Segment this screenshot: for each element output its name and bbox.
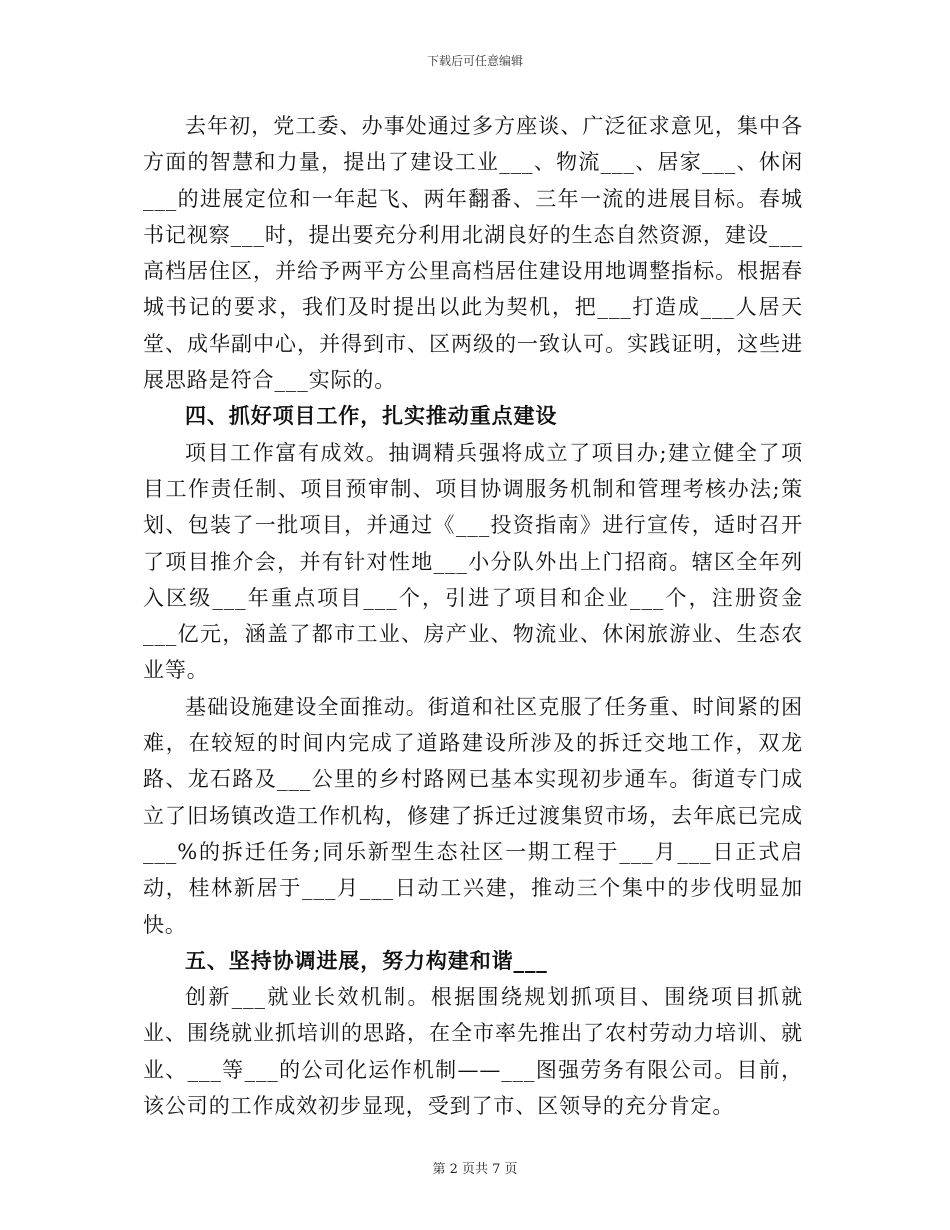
document-body: [143, 108, 803, 1124]
section-heading-4: 四、抓好项目工作，扎实推动重点建设: [185, 403, 558, 429]
paragraph-employment: 创新___就业长效机制。根据围绕规划抓项目、围绕项目抓就业、围绕就业抓培训的思路，在全市率先推出了农村劳动力培训、就业、___等___的公司化运作机制——___图强劳务有限公司。目前，该公司的工作成效初步显现，受到了市、区领导的充分肯定。: [143, 985, 803, 1119]
paragraph-infrastructure: 基础设施建设全面推动。街道和社区克服了任务重、时间紧的困难，在较短的时间内完成了道路建设所涉及的拆迁交地工作，双龙路、龙石路及___公里的乡村路网已基本实现初步通车。街道专门成立了旧场镇改造工作机构，修建了拆迁过渡集贸市场，去年底已完成___%的拆迁任务;同乐新型生态社区一期工程于___月___日正式启动，桂林新居于___月___日动工兴建，推动三个集中的步伐明显加快。: [143, 694, 803, 937]
page-header-note: 下载后可任意编辑: [426, 54, 523, 68]
paragraph-development-positioning: 去年初，党工委、办事处通过多方座谈、广泛征求意见，集中各方面的智慧和力量，提出了建设工业___、物流___、居家___、休闲___的进展定位和一年起飞、两年翻番、三年一流的进展目标。春城书记视察___时，提出要充分利用北湖良好的生态自然资源，建设___高档居住区，并给予两平方公里高档居住建设用地调整指标。根据春城书记的要求，我们及时提出以此为契机，把___打造成___人居天堂、成华副中心，并得到市、区两级的一致认可。实践证明，这些进展思路是符合___实际的。: [143, 114, 803, 393]
paragraph-project-work: 项目工作富有成效。抽调精兵强将成立了项目办;建立健全了项目工作责任制、项目预审制、项目协调服务机制和管理考核办法;策划、包装了一批项目，并通过《___投资指南》进行宣传，适时召开了项目推介会，并有针对性地___小分队外出上门招商。辖区全年列入区级___年重点项目___个，引进了项目和企业___个，注册资金___亿元，涵盖了都市工业、房产业、物流业、休闲旅游业、生态农业等。: [143, 440, 803, 683]
section-heading-5: 五、坚持协调进展，努力构建和谐___: [185, 947, 548, 973]
page-number: 第 2 页共 7 页: [432, 1162, 518, 1177]
